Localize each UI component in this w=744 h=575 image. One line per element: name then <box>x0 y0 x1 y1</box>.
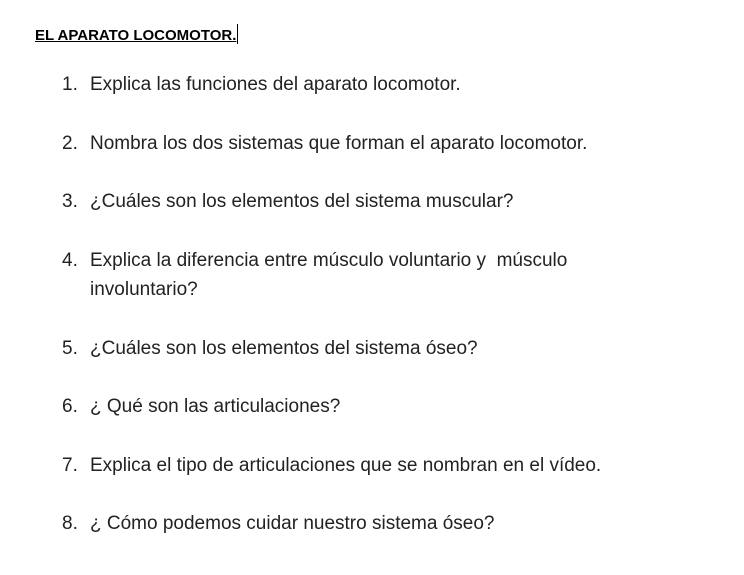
question-item <box>62 129 702 158</box>
question-item <box>62 187 702 216</box>
question-number: 5. <box>62 338 78 359</box>
question-number: 7. <box>62 455 78 476</box>
question-number: 4. <box>62 250 78 271</box>
question-text: ¿ Qué son las articulaciones? <box>90 396 341 417</box>
question-text: ¿Cuáles son los elementos del sistema muscular? <box>90 191 514 212</box>
question-item <box>62 509 702 538</box>
question-text: Explica las funciones del aparato locomotor. <box>90 74 461 95</box>
question-item <box>62 246 642 304</box>
question-text: Explica el tipo de articulaciones que se nombran en el vídeo. <box>90 455 602 476</box>
question-item <box>62 70 702 99</box>
question-number: 3. <box>62 191 78 212</box>
question-number: 1. <box>62 74 78 95</box>
document-title <box>35 24 238 45</box>
question-number: 6. <box>62 396 78 417</box>
question-text: Explica la diferencia entre músculo voluntario y músculo involuntario? <box>90 250 573 300</box>
question-item <box>62 451 702 480</box>
document-title-text: EL APARATO LOCOMOTOR. <box>35 27 237 44</box>
question-text: ¿Cuáles son los elementos del sistema óseo? <box>90 338 478 359</box>
question-item <box>62 334 702 363</box>
text-cursor <box>237 24 238 44</box>
question-text: Nombra los dos sistemas que forman el aparato locomotor. <box>90 133 588 154</box>
question-item <box>62 392 702 421</box>
question-number: 2. <box>62 133 78 154</box>
question-number: 8. <box>62 513 78 534</box>
question-text: ¿ Cómo podemos cuidar nuestro sistema óseo? <box>90 513 495 534</box>
